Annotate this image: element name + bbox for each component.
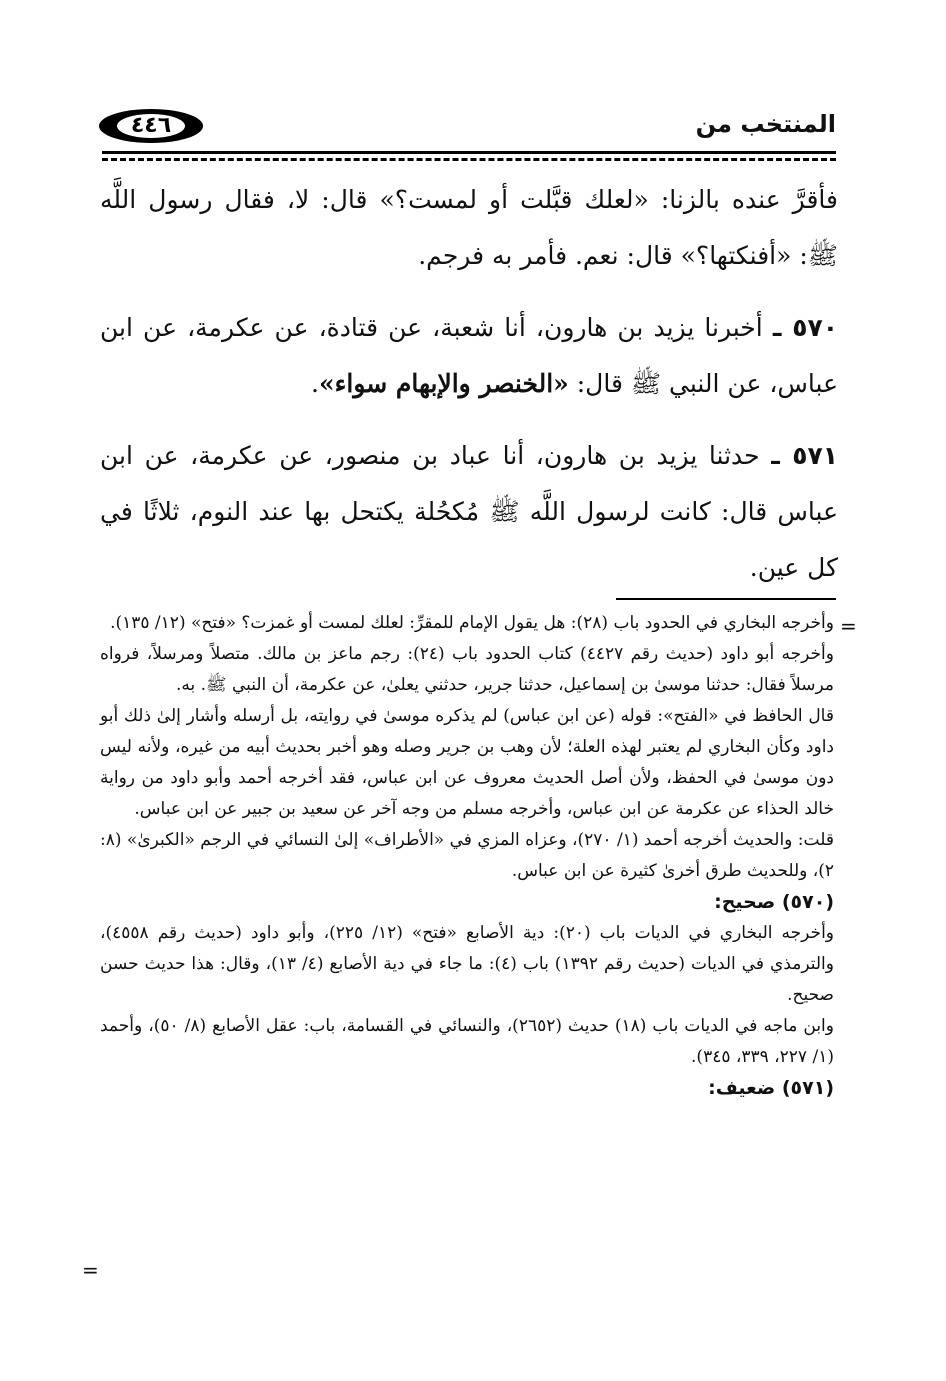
footnotes: [100, 608, 834, 1104]
footnote-line: وابن ماجه في الديات باب (١٨) حديث (٢٦٥٢)، والنسائي في القسامة، باب: عقل الأصابع (٨/ ٥٠)، وأحمد (١/ ٢٢٧، ٣٣٩، ٣٤٥).: [100, 1016, 834, 1067]
page-number-badge: [96, 106, 206, 146]
hadith-570: [100, 300, 838, 412]
hadith-number: ٥٧١ ـ: [771, 441, 838, 470]
hadith-text: أخبرنا يزيد بن هارون، أنا شعبة، عن قتادة، عن عكرمة، عن ابن عباس، عن النبي ﷺ قال:: [100, 313, 838, 398]
paragraph-continuation: فأقرَّ عنده بالزنا: «لعلك قبَّلت أو لمست؟» قال: لا، فقال رسول اللَّه ﷺ: «أفنكتها؟» قال: نعم. فأمر به فرجم.: [100, 185, 838, 270]
footnote-line: قلت: والحديث أخرجه أحمد (١/ ٢٧٠)، وعزاه المزي في «الأطراف» إلىٰ النسائي في الرجم «الكبرىٰ» (٨: ٢)، وللحديث طرق أخرىٰ كثيرة عن ابن عباس.: [100, 830, 834, 881]
hadith-quote: «الخنصر والإبهام سواء»: [319, 369, 569, 398]
footnote-line: وأخرجه البخاري في الديات باب (٢٠): دية الأصابع «فتح» (١٢/ ٢٢٥)، وأبو داود (حديث رقم ٤٥٥٨)، والترمذي في الديات (حديث رقم ١٣٩٢) باب (٤): ما جاء في دية الأصابع (٤/ ١٣)، وقال: هذا حديث حسن صحيح.: [100, 923, 834, 1005]
footnote-line: وأخرجه البخاري في الحدود باب (٢٨): هل يقول الإمام للمقرِّ: لعلك لمست أو غمزت؟ «فتح» (١٢/ ١٣٥).: [110, 613, 834, 633]
page-header: [96, 104, 836, 152]
book-title: المنتخب من: [695, 110, 836, 138]
page-number: ٤٤٦: [130, 113, 172, 138]
hadith-end: .: [311, 369, 319, 398]
hadith-571: [100, 428, 838, 596]
main-text: [100, 172, 838, 612]
footnote-heading: (٥٧١) ضعيف:: [708, 1077, 834, 1099]
header-rule: [102, 151, 836, 154]
footnote-line: وأخرجه أبو داود (حديث رقم ٤٤٢٧) كتاب الحدود باب (٢٤): رجم ماعز بن مالك. متصلاً ومرسلاً، فرواه مرسلاً فقال: حدثنا موسىٰ بن إسماعيل، حدثنا جرير، حدثني يعلىٰ، عن عكرمة، أن النبي ﷺ. به.: [100, 644, 834, 695]
footnote-line: قال الحافظ في «الفتح»: قوله (عن ابن عباس) لم يذكره موسىٰ في روايته، بل أرسله وأشار إلىٰ ذلك أبو داود وكأن البخاري لم يعتبر لهذه العلة؛ لأن وهب بن جرير وصله وهو أخبر بحديث أبيه من غيره، ولأنه ليس دون موسىٰ في الحفظ، ولأن أصل الحديث معروف عن ابن عباس، فقد أخرجه أحمد وأبو داود من رواية خالد الحذاء عن عكرمة عن ابن عباس، وأخرجه مسلم من وجه آخر عن سعيد بن جبير عن ابن عباس.: [100, 706, 834, 819]
footnote-continuation-mark: =: [840, 614, 857, 638]
footnote-separator: [616, 598, 836, 600]
footnote-heading: (٥٧٠) صحيح:: [714, 891, 834, 913]
header-dashed-rule: [102, 158, 836, 161]
hadith-text: حدثنا يزيد بن هارون، أنا عباد بن منصور، عن عكرمة، عن ابن عباس قال: كانت لرسول اللَّه ﷺ مُكحُلة يكتحل بها عند النوم، ثلاثًا في كل عين.: [100, 441, 838, 582]
footnote-continuation-mark: =: [82, 1258, 99, 1282]
hadith-number: ٥٧٠ ـ: [772, 313, 838, 342]
